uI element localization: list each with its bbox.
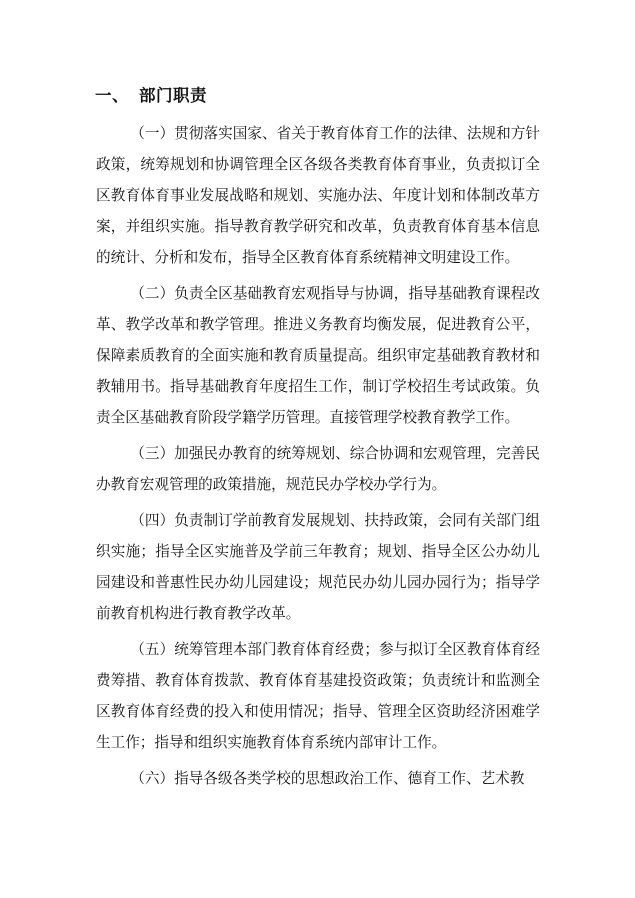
paragraph-duty-5: （五）统筹管理本部门教育体育经费；参与拟订全区教育体育经费筹措、教育体育拨款、教育体育基建投资政策；负责统计和监测全区教育体育经费的投入和使用情况；指导、管理全区资助经济困难学生工作；指导和组织实施教育体育系统内部审计工作。 [96,641,540,751]
section-body [96,118,540,799]
section-heading [95,84,207,108]
section-number: 一、 [95,86,129,105]
section-title: 部门职责 [139,86,207,105]
paragraph-duty-3: （三）加强民办教育的统筹规划、综合协调和宏观管理，完善民办教育宏观管理的政策措施，规范民办学校办学行为。 [96,445,540,493]
paragraph-duty-1: （一）贯彻落实国家、省关于教育体育工作的法律、法规和方针政策，统筹规划和协调管理全区各级各类教育体育事业，负责拟订全区教育体育事业发展战略和规划、实施办法、年度计划和体制改革方案，并组织实施。指导教育教学研究和改革，负责教育体育基本信息的统计、分析和发布，指导全区教育体育系统精神文明建设工作。 [96,125,540,266]
paragraph-duty-6: （六）指导各级各类学校的思想政治工作、德育工作、艺术教 [130,770,525,787]
paragraph-duty-2: （二）负责全区基础教育宏观指导与协调，指导基础教育课程改革、教学改革和教学管理。推进义务教育均衡发展，促进教育公平，保障素质教育的全面实施和教育质量提高。组织审定基础教育教材和教辅用书。指导基础教育年度招生工作，制订学校招生考试政策。负责全区基础教育阶段学籍学历管理。直接管理学校教育教学工作。 [96,285,540,426]
paragraph-duty-4: （四）负责制订学前教育发展规划、扶持政策，会同有关部门组织实施；指导全区实施普及学前三年教育；规划、指导全区公办幼儿园建设和普惠性民办幼儿园建设；规范民办幼儿园办园行为；指导学前教育机构进行教育教学改革。 [96,512,540,622]
